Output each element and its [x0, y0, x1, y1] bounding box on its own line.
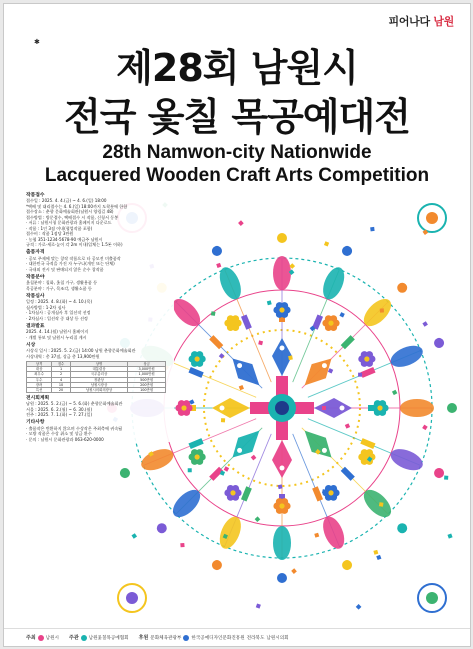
mandala-motif — [370, 227, 374, 231]
prize-table-row — [27, 388, 166, 393]
mandala-motif — [373, 550, 378, 555]
mandala-motif — [277, 233, 287, 243]
info-line: 목공분야 : 가구, 목조각, 생활소품 등 — [26, 285, 92, 291]
mandala-motif — [358, 373, 362, 377]
mandala-motif — [291, 568, 297, 574]
info-section-heading: 작품심사 — [26, 293, 45, 299]
mandala-motif — [395, 521, 409, 535]
info-line: · 대한민국 국적을 가진 자 누구나(개인 또는 단체) — [26, 261, 115, 266]
info-line: · 작품 : 1인 3점 이내(협업작품 포함) — [26, 225, 93, 231]
footer-host: 주최 남원시 — [26, 635, 59, 641]
info-panel — [26, 190, 174, 442]
info-line: · 1차심사 : 공개심사 후 입선작 선정 — [26, 310, 91, 315]
mandala-motif — [188, 468, 192, 472]
mandala-motif — [345, 423, 350, 428]
mandala-motif — [319, 514, 349, 552]
mandala-motif — [241, 486, 252, 501]
mandala-motif — [211, 311, 216, 316]
info-line: · 모방 작품은 수상 취소 및 상금 환수 — [26, 431, 92, 437]
mandala-motif — [380, 308, 384, 312]
info-line: 남원 : 2025. 5. 2.(금) ~ 5. 6.(화) 춘향문화예술회관 — [26, 401, 123, 407]
mandala-motif — [388, 342, 426, 372]
prize-table-cell: 특선 — [27, 388, 52, 393]
prize-table-cell: 1 — [52, 367, 71, 372]
mandala-motif — [210, 244, 223, 257]
mandala-motif — [322, 406, 326, 410]
prize-table-cell: 10 — [52, 382, 71, 387]
mandala-motif — [195, 454, 200, 459]
info-section-heading: 출품자격 — [26, 250, 45, 255]
info-line: 시상식 일시 : 2025. 5. 2.(금) 14:00 남원 춘향문화예술회관 — [26, 348, 136, 353]
prize-table — [26, 361, 166, 393]
info-section-heading: 시상 — [26, 342, 36, 348]
mandala-motif — [328, 490, 333, 495]
mandala-motif — [388, 445, 426, 475]
mandala-motif — [279, 503, 284, 508]
mandala-motif — [288, 355, 293, 360]
mandala-motif — [422, 321, 428, 327]
info-section-heading: 작품분야 — [26, 274, 45, 280]
prize-table-cell: 2 — [52, 372, 71, 377]
mandala-motif — [395, 281, 409, 295]
prize-table-header: 상금 — [128, 362, 166, 367]
info-line: · 문의 : 남원시 문화관광과 063-620-0000 — [26, 436, 104, 442]
mandala-motif — [224, 466, 229, 471]
mandala-motif — [447, 533, 452, 538]
info-section-heading: 기타사항 — [26, 420, 45, 426]
prize-table-header: 점수 — [52, 362, 71, 367]
mandala-motif — [255, 516, 261, 522]
mandala-motif — [377, 405, 382, 410]
mandala-motif — [188, 367, 203, 378]
mandala-motif — [280, 466, 285, 471]
prize-table-header: 상명 — [70, 362, 127, 367]
title-korean-line2: 전국 옻칠 목공예대전 — [64, 95, 410, 139]
info-line: 서울 : 2025. 6. 2.(월) ~ 6. 30.(월) — [26, 406, 93, 412]
prize-table-cell: 1,000만원 — [128, 372, 166, 377]
mandala-motif — [210, 559, 223, 572]
prize-table-cell: 대통령상 — [70, 367, 127, 372]
mandala-motif — [221, 418, 225, 422]
mandala-motif — [272, 440, 292, 478]
mandala-motif — [392, 390, 397, 395]
mandala-motif — [256, 603, 261, 608]
mandala-motif — [272, 440, 292, 478]
mandala-motif — [118, 467, 131, 480]
info-line: 2025. 4. 14.(월) 남원시 홈페이지 — [26, 329, 89, 334]
info-line: · 공모 주제에 맞는 창작 작품으로 타 공모전 미출품작 — [26, 255, 121, 261]
mandala-motif — [251, 455, 257, 461]
mandala-motif — [131, 533, 137, 539]
mandala-motif — [422, 425, 428, 431]
prize-table-header: 상격 — [27, 362, 52, 367]
info-line: · 국내외 전시 및 판매되지 않은 순수 창작품 — [26, 266, 104, 272]
mandala-motif — [126, 592, 138, 604]
info-line: 심사방법 : 1·2차 심사 — [26, 304, 66, 310]
info-line: 규격 : 가로·세로·높이 각 2m 이내(입체는 1.5톤 이하) — [26, 242, 123, 247]
mandala-motif — [212, 398, 250, 418]
mandala-motif — [328, 321, 333, 326]
footer — [4, 628, 470, 646]
mandala-motif — [340, 406, 345, 411]
mandala-motif — [277, 573, 287, 583]
prize-table-cell: 4 — [52, 377, 71, 382]
mandala-motif — [212, 398, 250, 418]
mandala-motif — [314, 398, 352, 418]
info-line: 접수일 : 2025. 4. 4.(금) ~ 4. 6.(일) 18:00 — [26, 198, 107, 203]
prize-table-cell: 20 — [52, 388, 71, 393]
mandala-motif — [319, 264, 349, 302]
mandala-motif — [280, 346, 285, 351]
mandala-motif — [220, 406, 225, 411]
info-section-heading: 작품접수 — [26, 192, 45, 198]
mandala-motif — [322, 489, 327, 494]
mandala-motif — [258, 340, 263, 345]
footer-organizer: 주관 남원옻칠목공예협회 — [69, 635, 129, 641]
info-line: 옻칠분야 : 칠화, 옻칠 가구, 생활용품 등 — [26, 280, 98, 285]
mandala-motif — [312, 486, 323, 501]
mandala-motif — [188, 438, 203, 449]
mandala-motif — [279, 307, 284, 312]
prize-table-cell: 장관상 — [70, 377, 127, 382]
mandala-motif — [152, 462, 228, 538]
mandala-motif — [433, 336, 446, 349]
mandala-motif — [138, 445, 176, 475]
prize-table-cell: 남원시의회의장상 — [70, 388, 127, 393]
mandala-motif — [180, 543, 184, 547]
host-logo-icon — [38, 635, 44, 641]
mandala-motif — [219, 353, 225, 359]
title-english-line1: 28th Namwon-city Nationwide — [102, 142, 372, 163]
info-line: · 서류 : 남원시청 문화관광과 홈페이지 다운로드 — [26, 220, 112, 225]
mandala-motif — [239, 385, 244, 390]
prize-table-cell: 100만원 — [128, 388, 166, 393]
info-line: · 농협 351-1234-5678-90 예금주 남원시 — [26, 236, 103, 242]
mandala-motif — [376, 555, 381, 560]
mandala-motif — [216, 514, 246, 552]
info-line: 접수비 : 작품 1점당 3만원 — [26, 231, 74, 236]
mandala-motif — [336, 462, 412, 538]
sponsor-logo-icon — [183, 635, 189, 641]
mandala-motif — [447, 403, 457, 413]
mandala-motif — [328, 368, 333, 373]
mandala-motif — [433, 467, 446, 480]
title-english-line2: Lacquered Wooden Craft Arts Competition — [44, 165, 430, 186]
title-korean-line1: 제28회 남원시 — [116, 46, 358, 90]
footer-sponsors: 후원 문화체육관광부 한국공예디자인문화진흥원 전라북도 남원시의회 — [138, 635, 289, 641]
prize-table-cell: 장려 — [27, 382, 52, 387]
mandala-motif — [216, 264, 246, 302]
mandala-motif — [230, 321, 235, 326]
prize-table-cell: 국무총리상 — [70, 372, 127, 377]
info-line: 접수방법 : 방문접수, 택배접수 시 작품, 신청서 동봉 — [26, 214, 119, 220]
mandala-motif — [314, 533, 319, 538]
mandala-motif — [238, 220, 244, 226]
info-section-heading: 결과발표 — [26, 323, 45, 329]
mandala-motif — [241, 314, 252, 329]
poster — [3, 3, 471, 647]
mandala-motif — [155, 521, 169, 535]
info-section-heading: 전시회계획 — [26, 395, 50, 401]
mandala-motif — [364, 356, 369, 361]
prize-table-cell: 200만원 — [128, 382, 166, 387]
mandala-motif — [444, 476, 448, 480]
mandala-motif — [426, 212, 438, 224]
mandala-motif — [360, 367, 375, 378]
info-line: 시상내역 : 총 37점, 상금 총 13,900만원 — [26, 353, 100, 359]
mandala-motif — [341, 244, 354, 257]
mandala-motif — [216, 263, 221, 268]
organizer-logo-icon — [81, 635, 87, 641]
star-mark-icon: ✱ — [34, 38, 40, 46]
info-line: 접수장소 : 춘향 문화예술회관(남원시 양림길 48) — [26, 209, 114, 214]
mandala-motif — [314, 398, 352, 418]
info-line: · 2차심사 : 입선작 중 대상 등 선정 — [26, 315, 88, 321]
info-line: · 출품작은 반환하지 않으며 수상작은 주최측에 귀속됨 — [26, 425, 123, 431]
mandala-motif — [181, 405, 186, 410]
mandala-motif — [360, 438, 375, 449]
prize-table-cell: 500만원 — [128, 377, 166, 382]
prize-table-cell: 최우수 — [27, 372, 52, 377]
mandala-motif — [230, 490, 235, 495]
brand-logo: 피어나다 남원 — [388, 15, 454, 28]
mandala-motif — [195, 356, 200, 361]
mandala-motif — [426, 592, 438, 604]
mandala-motif — [275, 401, 289, 415]
prize-table-cell: 남원시장상 — [70, 382, 127, 387]
info-line: *택배 및 대리접수는 4. 6.(일) 18:00까지 도착분에 한함 — [26, 203, 128, 209]
mandala-motif — [356, 604, 362, 610]
prize-table-cell: 우수 — [27, 377, 52, 382]
mandala-motif — [273, 256, 291, 290]
mandala-motif — [400, 399, 434, 417]
mandala-motif — [267, 300, 272, 305]
prize-table-cell: 3,000만원 — [128, 367, 166, 372]
prize-table-cell: 대상 — [27, 367, 52, 372]
mandala-motif — [324, 241, 329, 246]
mandala-motif — [379, 502, 384, 507]
mandala-motif — [339, 312, 344, 317]
mandala-motif — [273, 526, 291, 560]
info-line: · 개별 통보 및 남원시 누리집 게시 — [26, 334, 87, 340]
info-line: 일정 : 2025. 4. 8.(화) ~ 4. 10.(목) — [26, 299, 93, 304]
info-line: 전주 : 2025. 7. 1.(화) ~ 7. 27.(일) — [26, 412, 93, 418]
mandala-motif — [341, 559, 354, 572]
